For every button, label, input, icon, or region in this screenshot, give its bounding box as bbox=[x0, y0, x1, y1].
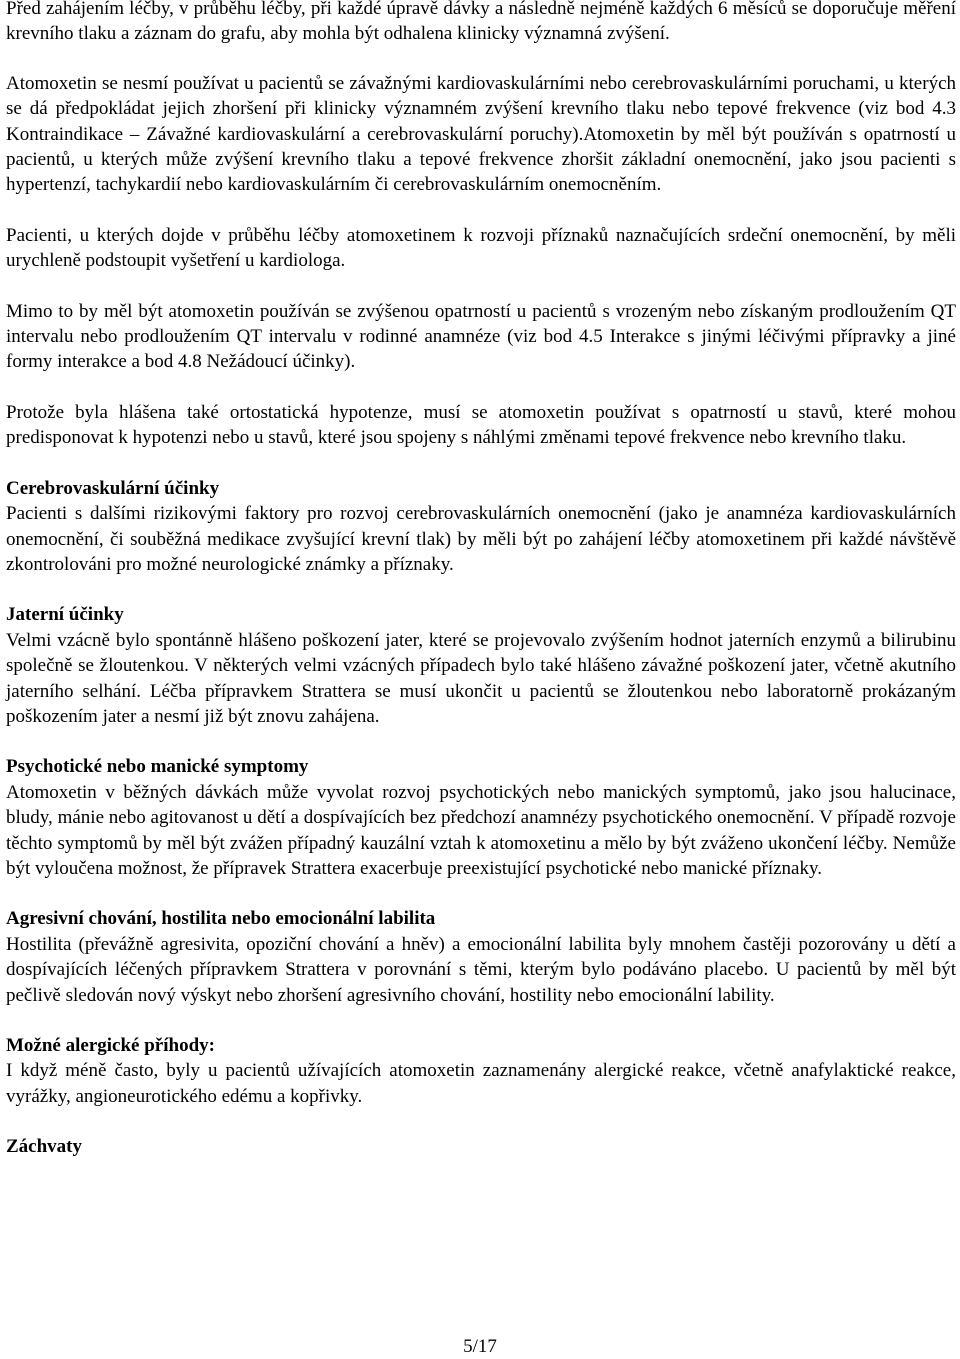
section-text: Velmi vzácně bylo spontánně hlášeno poškození jater, které se projevovalo zvýšením hodnot jaterních enzymů a bilirubinu společně se žloutenkou. V některých velmi vzácných případech bylo také hlášeno závažné poškození jater, včetně akutního jaterního selhání. Léčba přípravkem Strattera se musí ukončit u pacientů se žloutenkou nebo laboratorně prokázaným poškozením jater a nesmí již být znovu zahájena. bbox=[6, 629, 956, 727]
paragraph-contraindications bbox=[6, 71, 956, 198]
section-aggressive-behavior bbox=[6, 906, 956, 1008]
section-heading: Jaterní účinky bbox=[6, 604, 124, 626]
section-heading: Cerebrovaskulární účinky bbox=[6, 477, 220, 499]
section-seizures bbox=[6, 1134, 956, 1159]
paragraph-text: Pacienti, u kterých dojde v průběhu léčby atomoxetinem k rozvoji příznaků naznačujících srdeční onemocnění, by měli urychleně podstoupit vyšetření u kardiologa. bbox=[6, 224, 956, 272]
section-heading: Možné alergické příhody: bbox=[6, 1035, 215, 1056]
paragraph-orthostatic-hypotension bbox=[6, 400, 956, 451]
section-psychotic-symptoms bbox=[6, 754, 956, 881]
paragraph-text: Protože byla hlášena také ortostatická hypotenze, musí se atomoxetin používat s opatrností u stavů, které mohou predisponovat k hypotenzi nebo u stavů, které jsou spojeny s náhlými změnami tepové frekvence nebo krevního tlaku. bbox=[6, 401, 956, 449]
section-cerebrovascular-effects bbox=[6, 476, 956, 578]
section-allergic-events bbox=[6, 1033, 956, 1109]
paragraph-text: Mimo to by měl být atomoxetin používán se zvýšenou opatrností u pacientů s vrozeným nebo získaným prodloužením QT intervalu nebo prodloužením QT intervalu v rodinné anamnéze (viz bod 4.5 Interakce s jinými léčivými přípravky a jiné formy interakce a bod 4.8 Nežádoucí účinky). bbox=[6, 300, 956, 373]
section-hepatic-effects bbox=[6, 602, 956, 729]
paragraph-text: Atomoxetin se nesmí používat u pacientů se závažnými kardiovaskulárními nebo cerebrovaskulárními poruchami, u kterých se dá předpokládat jejich zhoršení při klinicky významném zvýšení krevního tlaku nebo tepové frekvence (viz bod 4.3 Kontraindikace – Závažné kardiovaskulární a cerebrovaskulární poruchy).Atomoxetin by měl být používán s opatrností u pacientů, u kterých může zvýšení krevního tlaku a tepové frekvence zhoršit základní onemocnění, jako jsou pacienti s hypertenzí, tachykardií nebo kardiovaskulárním či cerebrovaskulárním onemocněním. bbox=[6, 72, 956, 196]
paragraph-text: Před zahájením léčby, v průběhu léčby, při každé úpravě dávky a následně nejméně každých 6 měsíců se doporučuje měření krevního tlaku a záznam do grafu, aby mohla být odhalena klinicky významná zvýšení. bbox=[6, 0, 956, 45]
section-heading: Psychotické nebo manické symptomy bbox=[6, 756, 309, 778]
section-text: Pacienti s dalšími rizikovými faktory pro rozvoj cerebrovaskulárních onemocnění (jako je anamnéza kardiovaskulárních onemocnění, či souběžná medikace zvyšující krevní tlak) by měli být po zahájení léčby atomoxetinem při každé návštěvě zkontrolováni pro možné neurologické známky a příznaky. bbox=[6, 503, 956, 575]
section-text: Hostilita (převážně agresivita, opoziční chování a hněv) a emocionální labilita byly mnohem častěji pozorovány u dětí a dospívajících léčených přípravkem Strattera v porovnání s těmi, kterým bylo podáváno placebo. U pacientů by měl být pečlivě sledován nový výskyt nebo zhoršení agresivního chování, hostility nebo emocionální lability. bbox=[6, 933, 956, 1006]
page-number: 5/17 bbox=[463, 1336, 497, 1357]
section-heading: Záchvaty bbox=[6, 1136, 82, 1158]
paragraph-cardiology-referral bbox=[6, 223, 956, 274]
paragraph-qt-interval bbox=[6, 299, 956, 375]
section-heading: Agresivní chování, hostilita nebo emocionální labilita bbox=[6, 908, 436, 930]
section-text: I když méně často, byly u pacientů užívajících atomoxetin zaznamenány alergické reakce, včetně anafylaktické reakce, vyrážky, angioneurotického edému a kopřivky. bbox=[6, 1060, 956, 1107]
paragraph-blood-pressure-monitoring bbox=[6, 0, 956, 47]
section-text: Atomoxetin v běžných dávkách může vyvolat rozvoj psychotických nebo manických symptomů, jako jsou halucinace, bludy, mánie nebo agitovanost u dětí a dospívajících bez předchozí anamnézy psychotického onemocnění. V případě rozvoje těchto symptomů by měl být zvážen případný kauzální vztah k atomoxetinu a mělo by být zváženo ukončení léčby. Nemůže být vyloučena možnost, že přípravek Strattera exacerbuje preexistující psychotické nebo manické příznaky. bbox=[6, 781, 956, 879]
